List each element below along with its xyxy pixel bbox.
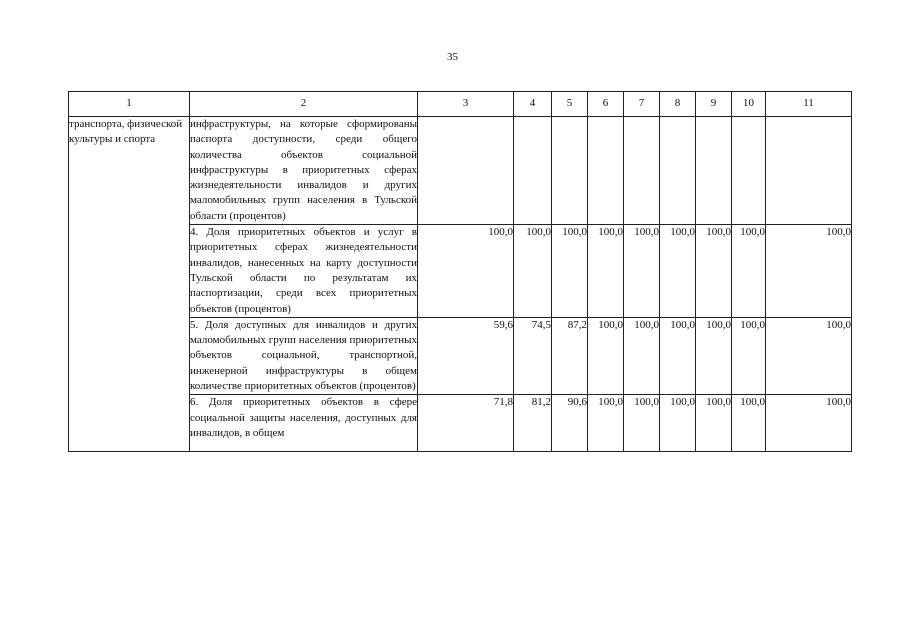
value-cell: 87,2 bbox=[552, 317, 588, 394]
value-cell: 100,0 bbox=[514, 225, 552, 318]
value-cell: 100,0 bbox=[588, 395, 624, 452]
value-cell: 100,0 bbox=[624, 317, 660, 394]
value-cell bbox=[588, 117, 624, 225]
value-cell bbox=[552, 117, 588, 225]
value-cell: 100,0 bbox=[552, 225, 588, 318]
value-cell: 100,0 bbox=[696, 317, 732, 394]
value-cell bbox=[624, 117, 660, 225]
header-cell: 9 bbox=[696, 92, 732, 117]
value-cell: 100,0 bbox=[660, 317, 696, 394]
value-cell: 100,0 bbox=[732, 317, 766, 394]
indicator-cell: 5. Доля доступных для инвалидов и других маломобильных групп населения приоритетных объектов социальной, транспортной, инженерной инфраструктуры в общем количестве приоритетных объектов (процентов) bbox=[190, 317, 418, 394]
header-cell: 4 bbox=[514, 92, 552, 117]
value-cell: 100,0 bbox=[766, 395, 852, 452]
header-cell: 11 bbox=[766, 92, 852, 117]
value-cell: 100,0 bbox=[624, 395, 660, 452]
value-cell: 100,0 bbox=[732, 395, 766, 452]
value-cell bbox=[696, 117, 732, 225]
value-cell bbox=[660, 117, 696, 225]
value-cell: 100,0 bbox=[766, 317, 852, 394]
category-cell: транспорта, физической культуры и спорта bbox=[69, 117, 190, 452]
value-cell: 100,0 bbox=[766, 225, 852, 318]
value-cell bbox=[766, 117, 852, 225]
value-cell: 100,0 bbox=[660, 395, 696, 452]
value-cell bbox=[514, 117, 552, 225]
value-cell: 90,6 bbox=[552, 395, 588, 452]
value-cell: 100,0 bbox=[624, 225, 660, 318]
value-cell: 100,0 bbox=[696, 225, 732, 318]
indicator-cell: инфраструктуры, на которые сформированы паспорта доступности, среди общего количества объектов социальной инфраструктуры в приоритетных сферах жизнедеятельности инвалидов и других маломобильных групп населения в Тульской области (процентов) bbox=[190, 117, 418, 225]
value-cell: 81,2 bbox=[514, 395, 552, 452]
indicator-table bbox=[68, 91, 852, 452]
value-cell: 100,0 bbox=[660, 225, 696, 318]
value-cell: 100,0 bbox=[732, 225, 766, 318]
value-cell: 71,8 bbox=[418, 395, 514, 452]
header-cell: 2 bbox=[190, 92, 418, 117]
value-cell: 100,0 bbox=[696, 395, 732, 452]
header-cell: 5 bbox=[552, 92, 588, 117]
header-row bbox=[69, 92, 852, 117]
value-cell: 100,0 bbox=[418, 225, 514, 318]
indicator-cell: 6. Доля приоритетных объектов в сфере социальной защиты населения, доступных для инвалидов, в общем bbox=[190, 395, 418, 452]
page-number: 35 bbox=[447, 51, 458, 63]
header-cell: 6 bbox=[588, 92, 624, 117]
value-cell: 100,0 bbox=[588, 317, 624, 394]
value-cell: 59,6 bbox=[418, 317, 514, 394]
indicator-cell: 4. Доля приоритетных объектов и услуг в приоритетных сферах жизнедеятельности инвалидов, нанесенных на карту доступности Тульской области по результатам их паспортизации, среди всех приоритетных объектов (процентов) bbox=[190, 225, 418, 318]
value-cell bbox=[732, 117, 766, 225]
header-cell: 7 bbox=[624, 92, 660, 117]
table-row bbox=[69, 117, 852, 225]
value-cell: 100,0 bbox=[588, 225, 624, 318]
header-cell: 3 bbox=[418, 92, 514, 117]
value-cell: 74,5 bbox=[514, 317, 552, 394]
header-cell: 8 bbox=[660, 92, 696, 117]
header-cell: 10 bbox=[732, 92, 766, 117]
value-cell bbox=[418, 117, 514, 225]
header-cell: 1 bbox=[69, 92, 190, 117]
